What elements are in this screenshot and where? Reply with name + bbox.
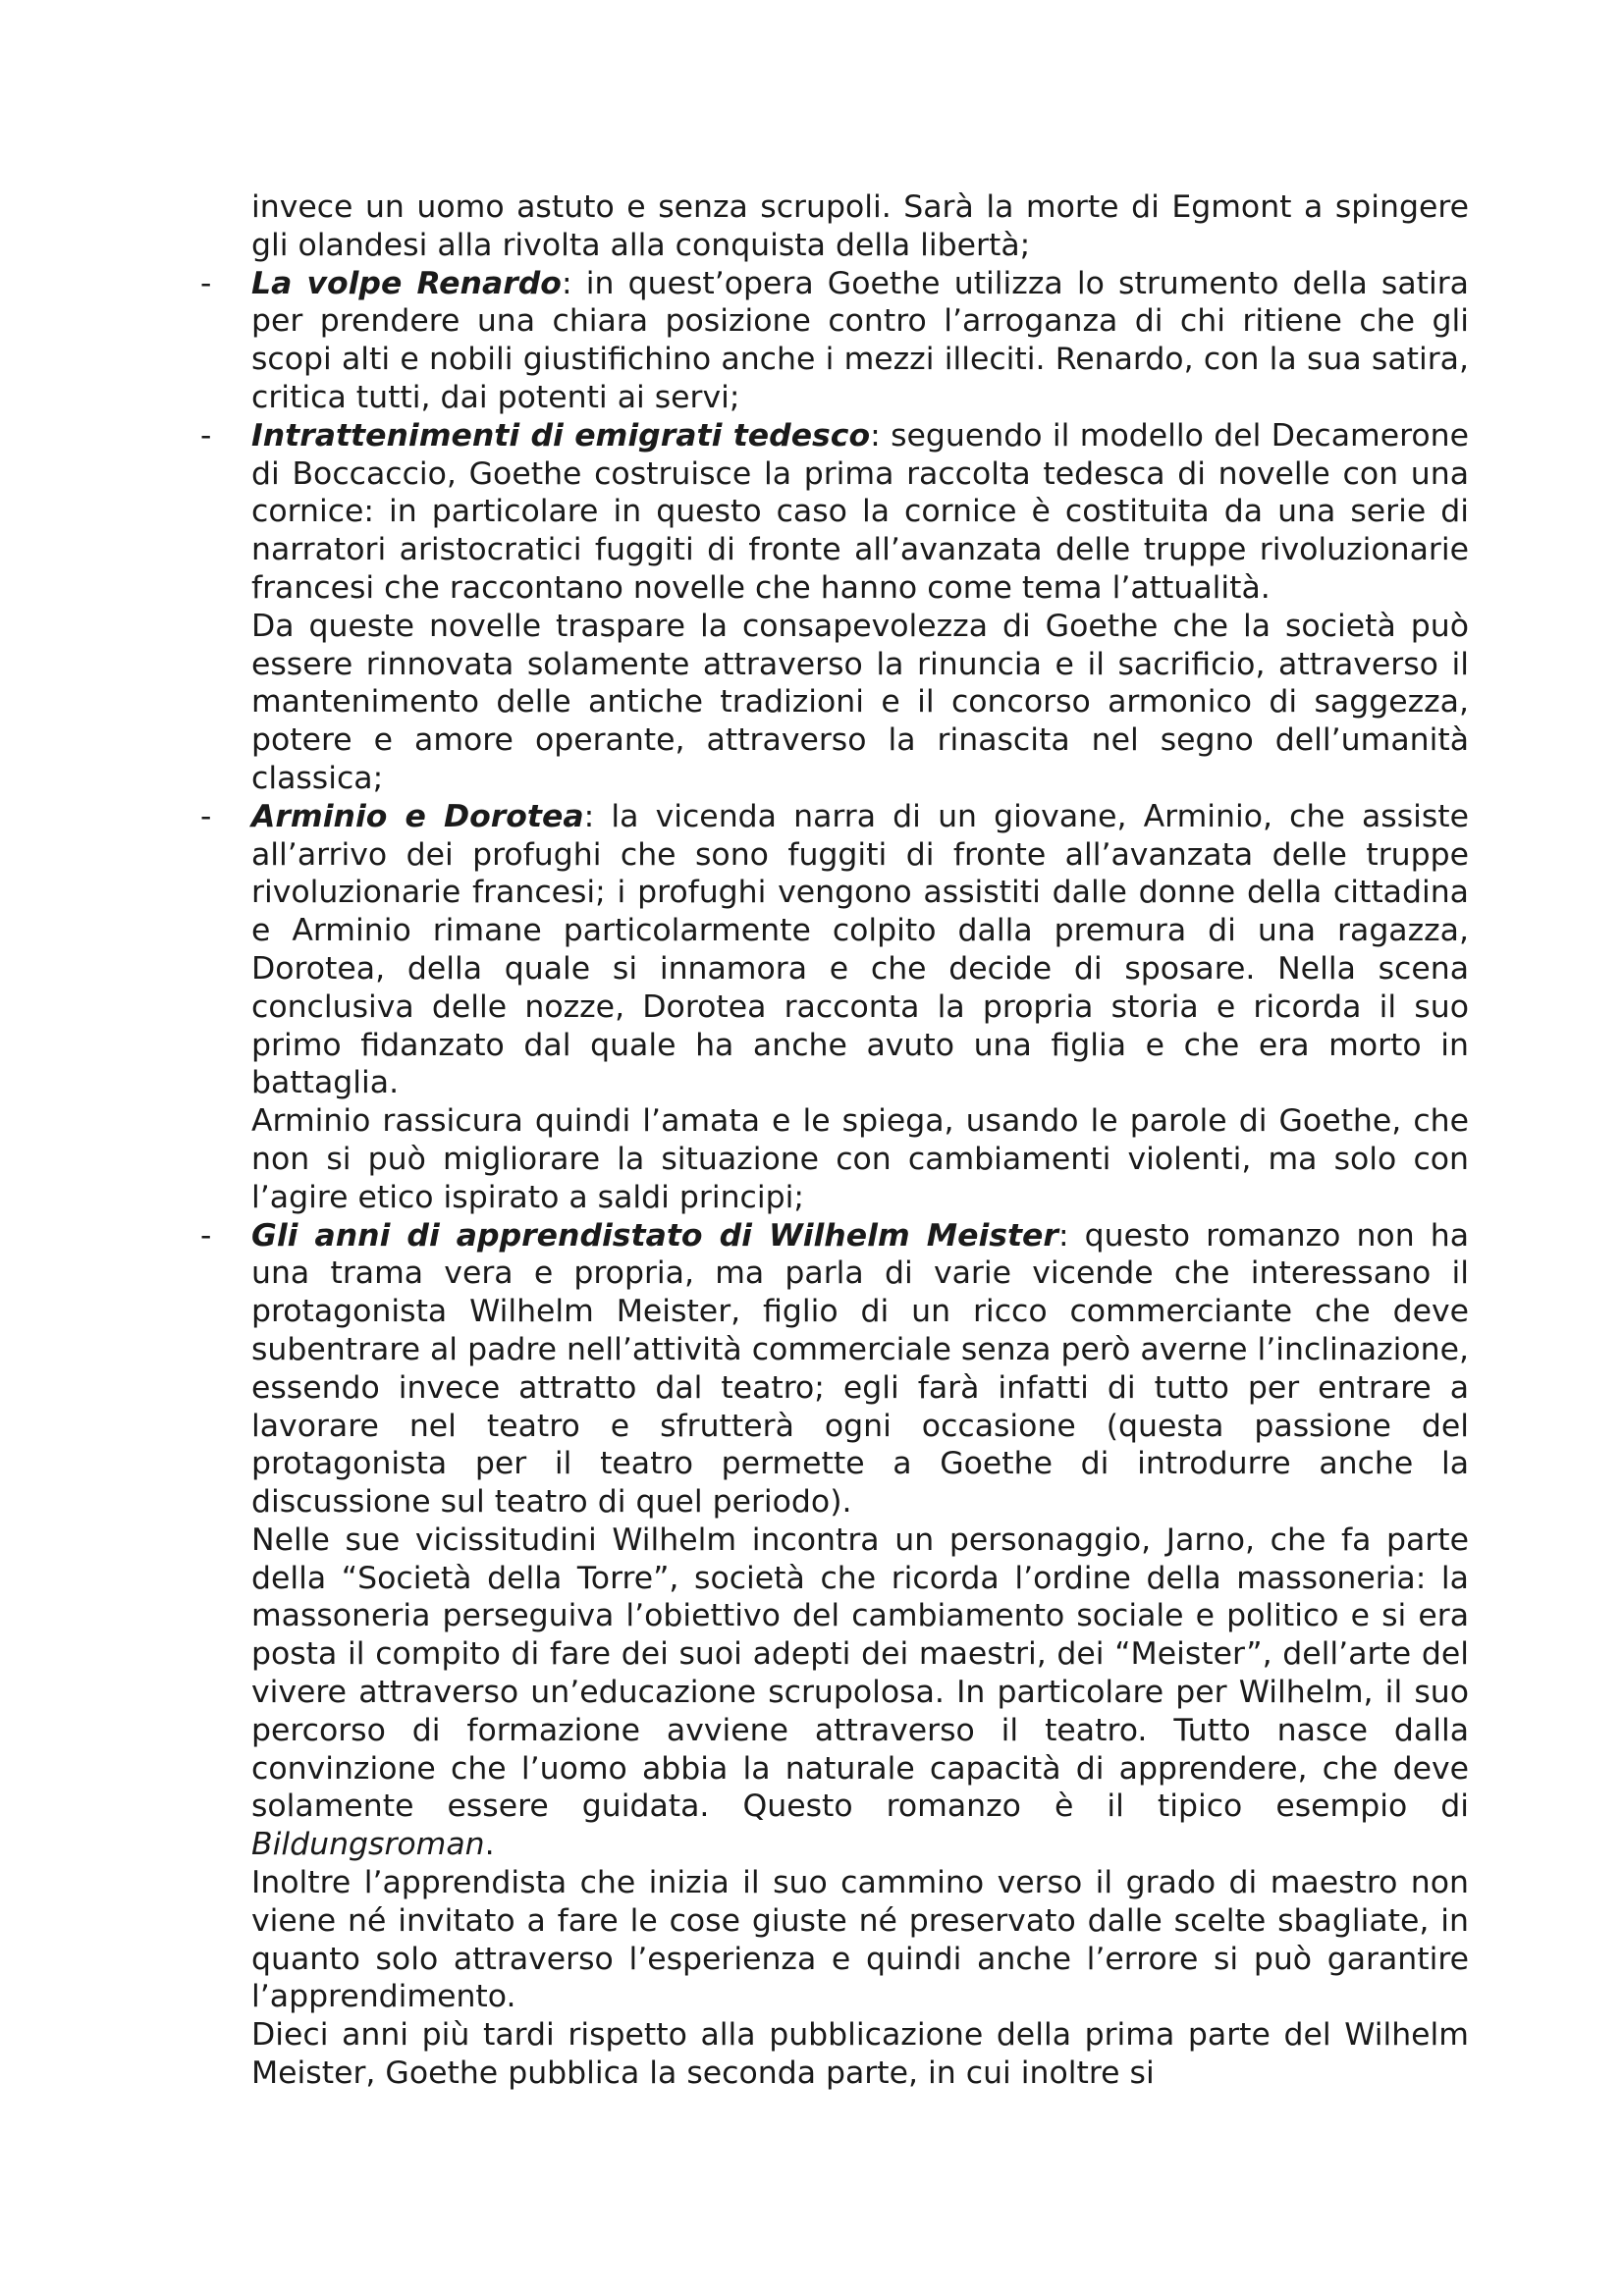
list-item-paragraph <box>251 798 1469 1102</box>
closing-paragraph: Inoltre l’apprendista che inizia il suo cammino verso il grado di maestro non viene né invitato a fare le cose giuste né preservato dalle scelte sbagliate, in quanto solo attraverso l’esperienza e quindi anche l’errore si può garantire l’apprendimento. <box>251 1865 1469 2015</box>
list-item-volpe-renardo <box>200 265 1469 417</box>
list-item-intrattenimenti <box>200 417 1469 798</box>
work-description: : seguendo il modello del Decamerone di Boccaccio, Goethe costruisce la prima raccolta tedesca di novelle con una cornice: in particolare in questo caso la cornice è costituita da una serie di narratori aristocratici fuggiti di fronte all’avanzata delle truppe rivoluzionarie francesi che raccontano novelle che hanno come tema l’attualità. <box>251 417 1469 606</box>
continuation-text: Nelle sue vicissitudini Wilhelm incontra un personaggio, Jarno, che fa parte della “Società della Torre”, società che ricorda l’ordine della massoneria: la massoneria perseguiva l’obiettivo del cambiamento sociale e politico e si era posta il compito di fare dei suoi adepti dei maestri, dei “Meister”, dell’arte del vivere attraverso un’educazione scrupolosa. In particolare per Wilhelm, il suo percorso di formazione avviene attraverso il teatro. Tutto nasce dalla convinzione che l’uomo abbia la naturale capacità di apprendere, che deve solamente essere guidata. Questo romanzo è il tipico esempio di <box>251 1522 1469 1825</box>
list-item-arminio-dorotea <box>200 798 1469 1217</box>
list-item-paragraph <box>251 1217 1469 1522</box>
work-title: Gli anni di apprendistato di Wilhelm Meister <box>251 1217 1058 1254</box>
work-title: La volpe Renardo <box>251 265 562 301</box>
list-item-paragraph <box>251 265 1469 417</box>
work-description: : la vicenda narra di un giovane, Arminio, che assiste all’arrivo dei profughi che sono fuggiti di fronte all’avanzata delle truppe rivoluzionarie francesi; i profughi vengono assistiti dalle donne della cittadina e Arminio rimane particolarmente colpito dalla premura di una ragazza, Dorotea, della quale si innamora e che decide di sposare. Nella scena conclusiva delle nozze, Dorotea racconta la propria storia e ricorda il suo primo fidanzato dal quale ha anche avuto una figlia e che era morto in battaglia. <box>251 798 1469 1101</box>
italic-term: Bildungsroman <box>251 1827 485 1863</box>
continuation-end: . <box>484 1827 495 1863</box>
list-item-continuation: Da queste novelle traspare la consapevolezza di Goethe che la società può essere rinnovata solamente attraverso la rinuncia e il sacrificio, attraverso il mantenimento delle antiche tradizioni e il concorso armonico di saggezza, potere e amore operante, attraverso la rinascita nel segno dell’umanità classica; <box>251 608 1469 796</box>
closing-paragraph: Dieci anni più tardi rispetto alla pubblicazione della prima parte del Wilhelm Meister, Goethe pubblica la seconda parte, in cui inoltre si <box>251 2017 1469 2092</box>
bullet-dash: - <box>200 1217 212 1254</box>
work-title: Intrattenimenti di emigrati tedesco <box>251 417 871 454</box>
intro-paragraph: invece un uomo astuto e senza scrupoli. Sarà la morte di Egmont a spingere gli olandesi alla rivolta alla conquista della libertà; <box>251 189 1469 263</box>
bullet-dash: - <box>200 265 212 301</box>
work-title: Arminio e Dorotea <box>251 798 584 834</box>
list-item-wilhelm-meister <box>200 1217 1470 2093</box>
work-description: : in quest’opera Goethe utilizza lo strumento della satira per prendere una chiara posizione contro l’arroganza di chi ritiene che gli scopi alti e nobili giustifichino anche i mezzi illeciti. Renardo, con la sua satira, critica tutti, dai potenti ai servi; <box>251 265 1469 415</box>
list-item-continuation: Arminio rassicura quindi l’amata e le spiega, usando le parole di Goethe, che non si può migliorare la situazione con cambiamenti violenti, ma solo con l’agire etico ispirato a saldi principi; <box>251 1103 1469 1215</box>
work-description: : questo romanzo non ha una trama vera e propria, ma parla di varie vicende che interessano il protagonista Wilhelm Meister, figlio di un ricco commerciante che deve subentrare al padre nell’attività commerciale senza però averne l’inclinazione, essendo invece attratto dal teatro; egli farà infatti di tutto per entrare a lavorare nel teatro e sfrutterà ogni occasione (questa passione del protagonista per il teatro permette a Goethe di introdurre anche la discussione sul teatro di quel periodo). <box>251 1217 1470 1521</box>
list-item-paragraph <box>251 417 1469 608</box>
bullet-dash: - <box>200 798 212 834</box>
bullet-dash: - <box>200 417 212 454</box>
list-item-continuation <box>251 1522 1469 1864</box>
document-body <box>200 188 1470 2093</box>
